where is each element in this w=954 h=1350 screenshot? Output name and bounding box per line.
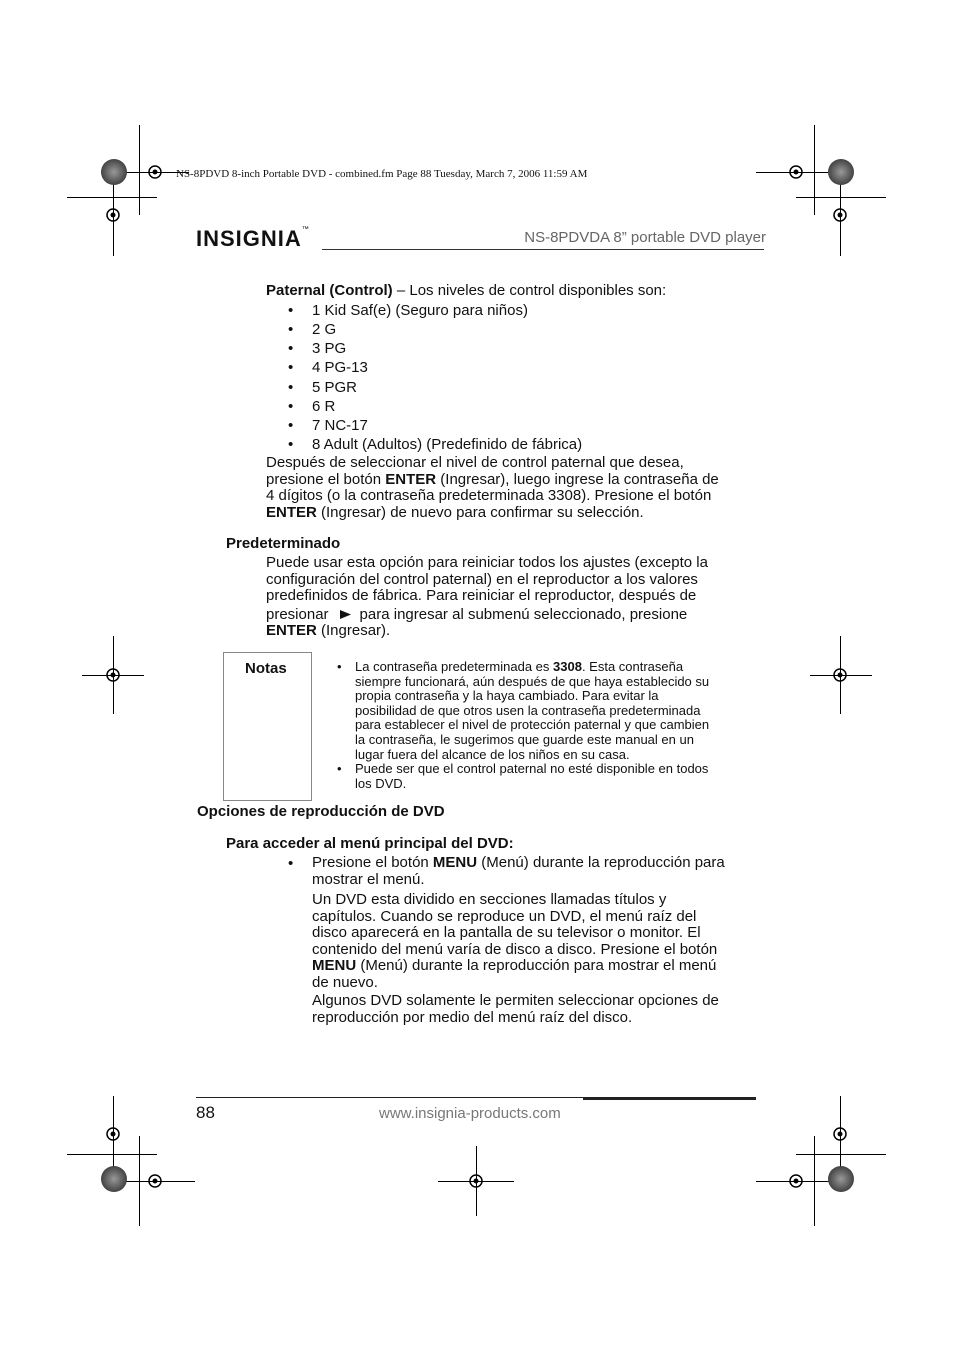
text-line: Después de seleccionar el nivel de control paternal que desea,: [266, 454, 684, 471]
section-heading: Opciones de reproducción de DVD: [197, 803, 445, 820]
text-line: ENTER (Ingresar).: [266, 622, 391, 640]
note-item: [355, 762, 708, 791]
text-line: mostrar el menú.: [312, 870, 425, 888]
text-line: contenido del menú varía de disco a disco. Presione el botón: [312, 940, 718, 958]
bullet: •: [288, 436, 294, 453]
text-line: capítulos. Cuando se reproduce un DVD, el menú raíz del: [312, 907, 697, 925]
text-line: ENTER (Ingresar) de nuevo para confirmar su selección.: [266, 503, 644, 521]
bullet: •: [288, 398, 294, 415]
play-arrow-icon: [340, 607, 351, 624]
registration-mark-icon: [144, 1170, 166, 1192]
paternal-label: Paternal (Control): [266, 282, 393, 299]
footer-rule-accent: [583, 1097, 756, 1100]
bullet: •: [288, 302, 294, 319]
trademark-symbol: ™: [301, 226, 310, 233]
text-line: de nuevo.: [312, 973, 378, 991]
root-menu-paragraph: [312, 993, 719, 1026]
text-line: MENU (Menú) durante la reproducción para mostrar el menú: [312, 957, 717, 974]
bullet: •: [288, 417, 294, 434]
logo-text: INSIGNIA: [196, 226, 302, 251]
bullet: •: [337, 659, 342, 674]
predeterminado-text: [266, 555, 708, 640]
registration-mark-icon: [785, 1170, 807, 1192]
text-line: Un DVD esta dividido en secciones llamadas títulos y: [312, 891, 667, 908]
registration-mark-icon: [144, 161, 166, 183]
list-item: 7 NC-17: [312, 417, 368, 434]
text-line: predefinidos de fábrica. Para reiniciar el reproductor, después de: [266, 587, 697, 604]
predeterminado-heading: Predeterminado: [226, 535, 341, 552]
bullet: •: [288, 359, 294, 376]
list-item: 2 G: [312, 321, 337, 338]
registration-mark-icon: [829, 204, 851, 226]
bullet: •: [288, 379, 294, 396]
text-line: presione el botón ENTER (Ingresar), luego ingrese la contraseña de: [266, 470, 719, 488]
header-title: NS-8PDVDA 8” portable DVD player: [524, 229, 766, 246]
text-line: Algunos DVD solamente le permiten seleccionar opciones de: [312, 992, 719, 1009]
color-target-icon: [101, 159, 127, 185]
color-target-icon: [101, 1166, 127, 1192]
text-line: configuración del control paternal) en el reproductor a los valores: [266, 570, 698, 588]
text-line: para establecer el nivel de protección paternal y que cambien: [355, 717, 710, 733]
menu-instruction: [312, 855, 725, 888]
registration-mark-icon: [102, 204, 124, 226]
bullet: •: [288, 340, 294, 357]
list-item: 5 PGR: [312, 379, 358, 396]
text-line: posibilidad de que otros usen la contraseña predeterminada: [355, 702, 701, 718]
registration-mark-icon: [829, 664, 851, 686]
insignia-logo: [196, 226, 310, 252]
paternal-intro-text: – Los niveles de control disponibles son:: [392, 282, 667, 299]
dvd-menu-paragraph: [312, 892, 717, 991]
text-line: La contraseña predeterminada es 3308. Esta contraseña: [355, 659, 684, 674]
notes-label: Notas: [245, 660, 287, 677]
registration-mark-icon: [829, 1123, 851, 1145]
registration-mark-icon: [785, 161, 807, 183]
text-line: propia contraseña y la haya cambiado. Para evitar la: [355, 688, 659, 704]
text-line: siempre funcionará, aún después de que haya establecido su: [355, 673, 710, 689]
text-line: lugar fuera del alcance de los niños en su casa.: [355, 746, 630, 762]
text-line: Puede usar esta opción para reiniciar todos los ajustes (excepto la: [266, 554, 708, 571]
text-line: los DVD.: [355, 775, 407, 791]
paternal-intro: [266, 283, 666, 300]
paternal-instructions: [266, 455, 719, 521]
bullet: •: [288, 321, 294, 338]
registration-mark-icon: [465, 1170, 487, 1192]
text-line: la contraseña, le sugerimos que guarde este manual en un: [355, 731, 694, 747]
registration-mark-icon: [102, 664, 124, 686]
bullet: •: [288, 855, 294, 872]
list-item: 1 Kid Saf(e) (Seguro para niños): [312, 302, 528, 319]
page-number: 88: [196, 1103, 215, 1122]
print-info: NS-8PDVD 8-inch Portable DVD - combined.fm Page 88 Tuesday, March 7, 2006 11:59 AM: [176, 168, 588, 180]
note-item: [355, 660, 709, 762]
list-item: 3 PG: [312, 340, 347, 357]
registration-mark-icon: [102, 1123, 124, 1145]
text-line: Puede ser que el control paternal no esté disponible en todos: [355, 761, 709, 776]
color-target-icon: [828, 1166, 854, 1192]
list-item: 8 Adult (Adultos) (Predefinido de fábrica): [312, 436, 583, 453]
color-target-icon: [828, 159, 854, 185]
text-line: disco aparecerá en la pantalla de su televisor o monitor. El: [312, 924, 701, 941]
bullet: •: [337, 761, 342, 776]
section-subheading: Para acceder al menú principal del DVD:: [226, 835, 514, 852]
footer-url: www.insignia-products.com: [379, 1105, 561, 1122]
list-item: 4 PG-13: [312, 359, 368, 376]
text-line: 4 dígitos (o la contraseña predeterminada 3308). Presione el botón: [266, 487, 712, 504]
text-line: Presione el botón MENU (Menú) durante la reproducción para: [312, 854, 725, 871]
text-line: reproducción por medio del menú raíz del disco.: [312, 1008, 633, 1026]
text-line: presionar para ingresar al submenú seleccionado, presione: [266, 605, 688, 623]
list-item: 6 R: [312, 398, 336, 415]
header-rule: [322, 249, 764, 250]
